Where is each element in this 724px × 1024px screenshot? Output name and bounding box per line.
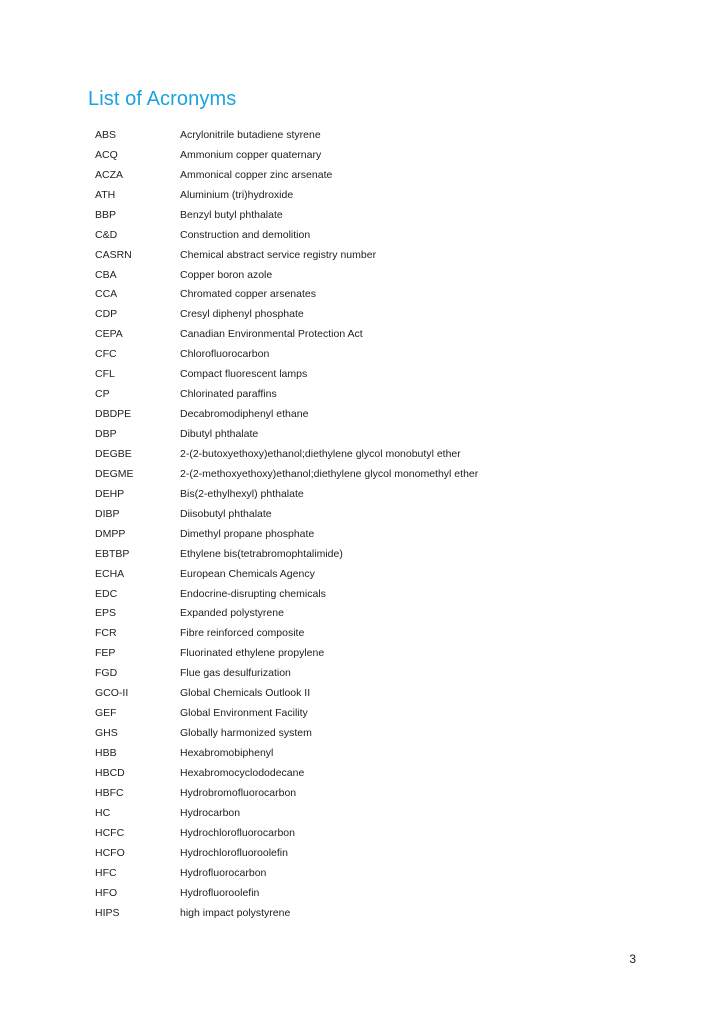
acronym-abbreviation: DBDPE [95, 408, 132, 421]
acronym-abbreviation: C&D [95, 228, 118, 241]
acronym-abbreviation: DBP [95, 428, 117, 441]
acronym-abbreviation: EBTBP [95, 547, 130, 560]
acronym-row [95, 424, 615, 444]
acronym-abbreviation: EPS [95, 607, 117, 620]
acronym-abbreviation: HCFC [95, 826, 125, 839]
acronym-abbreviation: HCFO [95, 846, 125, 859]
acronym-row [95, 823, 615, 843]
acronym-row [95, 803, 615, 823]
acronym-row [95, 344, 615, 364]
acronym-row [95, 185, 615, 205]
acronym-definition: Chemical abstract service registry number [180, 248, 377, 261]
acronym-definition: Fluorinated ethylene propylene [180, 647, 325, 660]
page-number: 3 [629, 952, 636, 966]
acronym-abbreviation: FCR [95, 627, 117, 640]
acronym-abbreviation: DEGME [95, 467, 134, 480]
acronym-row [95, 404, 615, 424]
acronyms-table [95, 125, 615, 923]
acronym-definition: Benzyl butyl phthalate [180, 208, 283, 221]
acronym-definition: Aluminium (tri)hydroxide [180, 188, 294, 201]
acronym-definition: Expanded polystyrene [180, 607, 284, 620]
acronym-abbreviation: DEGBE [95, 447, 132, 460]
acronym-abbreviation: CASRN [95, 248, 132, 261]
acronym-definition: Hydrocarbon [180, 806, 241, 819]
acronym-definition: Canadian Environmental Protection Act [180, 328, 363, 341]
acronym-abbreviation: FEP [95, 647, 116, 660]
acronyms-table-body [95, 125, 615, 923]
acronym-row [95, 384, 615, 404]
acronym-row [95, 683, 615, 703]
acronym-definition: Hydrochlorofluorocarbon [180, 826, 295, 839]
acronym-definition: Endocrine-disrupting chemicals [180, 587, 326, 600]
acronym-definition: Decabromodiphenyl ethane [180, 408, 309, 421]
acronym-abbreviation: HBFC [95, 786, 124, 799]
acronym-definition: Global Chemicals Outlook II [180, 687, 311, 700]
acronym-abbreviation: DMPP [95, 527, 126, 540]
acronym-row [95, 903, 615, 923]
acronym-definition: Dibutyl phthalate [180, 428, 259, 441]
acronym-definition: Flue gas desulfurization [180, 667, 291, 680]
acronym-abbreviation: GEF [95, 707, 117, 720]
acronym-row [95, 703, 615, 723]
acronym-abbreviation: ECHA [95, 567, 125, 580]
acronym-row [95, 484, 615, 504]
acronym-row [95, 205, 615, 225]
acronym-abbreviation: CFL [95, 368, 115, 381]
acronym-row [95, 863, 615, 883]
acronym-row [95, 444, 615, 464]
acronym-definition: Acrylonitrile butadiene styrene [180, 128, 321, 141]
acronym-row [95, 304, 615, 324]
acronym-row [95, 364, 615, 384]
acronym-abbreviation: HBB [95, 747, 117, 760]
page-title: List of Acronyms [88, 88, 237, 110]
acronym-definition: Hydrofluoroolefin [180, 886, 260, 899]
acronym-row [95, 464, 615, 484]
acronym-row [95, 324, 615, 344]
acronym-abbreviation: ACZA [95, 168, 124, 181]
acronym-abbreviation: ABS [95, 128, 117, 141]
acronym-definition: Chlorinated paraffins [180, 388, 277, 401]
acronym-definition: Hydrobromofluorocarbon [180, 786, 297, 799]
acronym-row [95, 643, 615, 663]
acronym-row [95, 145, 615, 165]
acronym-row [95, 225, 615, 245]
acronym-definition: Hydrofluorocarbon [180, 866, 267, 879]
acronym-definition: Cresyl diphenyl phosphate [180, 308, 304, 321]
acronym-abbreviation: CDP [95, 308, 118, 321]
acronym-abbreviation: GCO-II [95, 687, 129, 700]
acronym-abbreviation: HIPS [95, 906, 120, 919]
acronym-row [95, 883, 615, 903]
acronym-row [95, 524, 615, 544]
acronym-definition: Diisobutyl phthalate [180, 507, 272, 520]
acronym-definition: 2-(2-butoxyethoxy)ethanol;diethylene glycol monobutyl ether [180, 447, 461, 460]
acronym-abbreviation: CFC [95, 348, 117, 361]
acronym-abbreviation: CEPA [95, 328, 123, 341]
acronym-definition: Compact fluorescent lamps [180, 368, 308, 381]
acronym-definition: Hexabromobiphenyl [180, 747, 274, 760]
acronym-definition: Ethylene bis(tetrabromophtalimide) [180, 547, 343, 560]
acronym-definition: high impact polystyrene [180, 906, 291, 919]
acronym-row [95, 663, 615, 683]
acronym-row [95, 544, 615, 564]
acronym-definition: Dimethyl propane phosphate [180, 527, 315, 540]
acronym-definition: Chromated copper arsenates [180, 288, 316, 301]
acronym-row [95, 763, 615, 783]
acronym-abbreviation: DIBP [95, 507, 120, 520]
acronym-row [95, 604, 615, 624]
acronym-abbreviation: CBA [95, 268, 117, 281]
acronym-abbreviation: HFC [95, 866, 117, 879]
acronym-row [95, 285, 615, 305]
acronym-row [95, 584, 615, 604]
acronym-definition: Copper boron azole [180, 268, 273, 281]
acronym-abbreviation: HBCD [95, 766, 125, 779]
acronym-definition: Hexabromocyclododecane [180, 766, 305, 779]
acronym-definition: Global Environment Facility [180, 707, 308, 720]
acronym-row [95, 504, 615, 524]
acronym-row [95, 623, 615, 643]
acronym-row [95, 843, 615, 863]
acronym-abbreviation: FGD [95, 667, 118, 680]
acronym-abbreviation: DEHP [95, 487, 125, 500]
acronym-definition: Fibre reinforced composite [180, 627, 305, 640]
acronym-row [95, 265, 615, 285]
acronym-abbreviation: HC [95, 806, 111, 819]
acronym-definition: Bis(2-ethylhexyl) phthalate [180, 487, 304, 500]
acronym-definition: Hydrochlorofluoroolefin [180, 846, 288, 859]
acronym-row [95, 723, 615, 743]
acronym-definition: Chlorofluorocarbon [180, 348, 270, 361]
acronym-definition: 2-(2-methoxyethoxy)ethanol;diethylene glycol monomethyl ether [180, 467, 479, 480]
acronym-row [95, 245, 615, 265]
acronym-abbreviation: HFO [95, 886, 118, 899]
acronym-definition: Globally harmonized system [180, 727, 312, 740]
acronym-definition: Ammonium copper quaternary [180, 148, 322, 161]
acronym-abbreviation: GHS [95, 727, 118, 740]
acronym-row [95, 125, 615, 145]
acronym-abbreviation: ATH [95, 188, 116, 201]
acronym-row [95, 165, 615, 185]
acronym-abbreviation: EDC [95, 587, 118, 600]
acronym-definition: Ammonical copper zinc arsenate [180, 168, 333, 181]
acronym-row [95, 564, 615, 584]
acronym-row [95, 743, 615, 763]
acronym-abbreviation: ACQ [95, 148, 118, 161]
acronym-abbreviation: CP [95, 388, 110, 401]
acronym-definition: European Chemicals Agency [180, 567, 315, 580]
acronym-row [95, 783, 615, 803]
acronym-abbreviation: CCA [95, 288, 118, 301]
acronym-abbreviation: BBP [95, 208, 117, 221]
acronym-definition: Construction and demolition [180, 228, 311, 241]
